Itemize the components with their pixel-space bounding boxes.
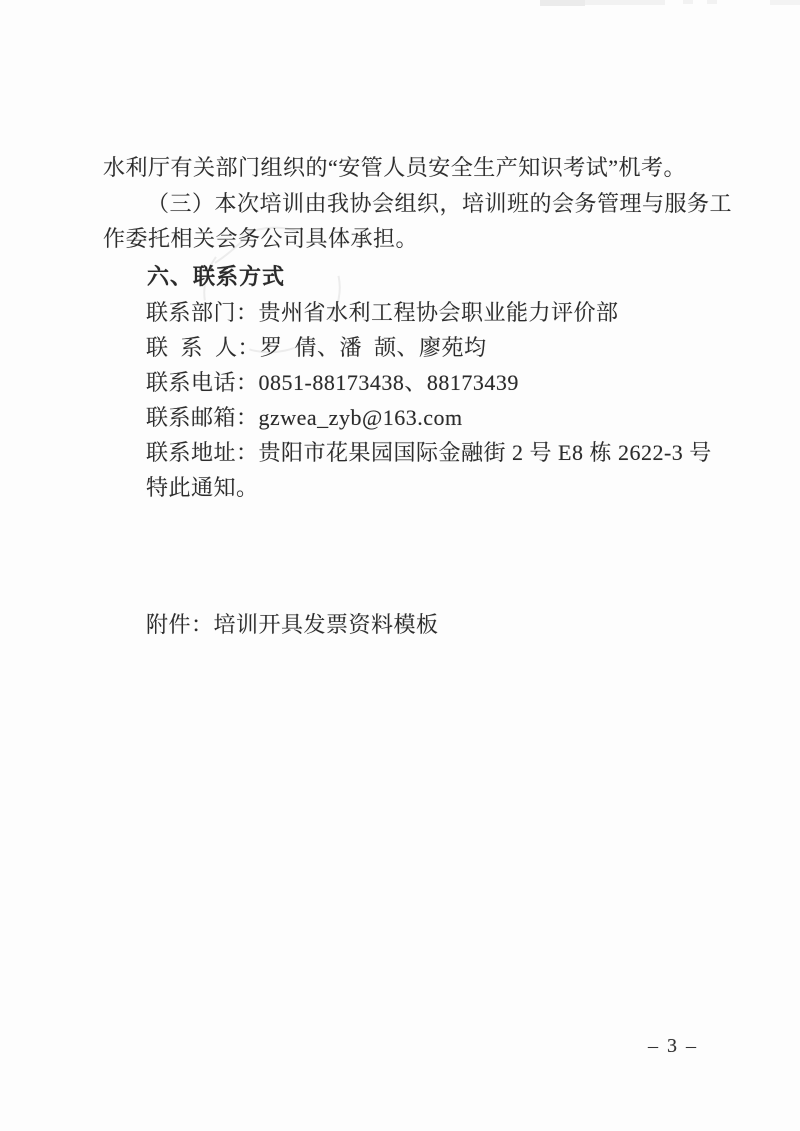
contact-address-line: 联系地址：贵阳市花果园国际金融街 2 号 E8 栋 2622-3 号	[146, 440, 712, 465]
contact-email-line: 联系邮箱：gzwea_zyb@163.com	[146, 405, 463, 430]
contact-person-line: 联 系 人：罗 倩、潘 颉、廖苑均	[146, 335, 487, 360]
scan-smudge-artifact	[707, 0, 717, 4]
closing-line: 特此通知。	[146, 475, 259, 500]
contact-section-heading: 六、联系方式	[147, 264, 286, 289]
continued-paragraph-line: 水利厅有关部门组织的“安管人员安全生产知识考试”机考。	[103, 155, 687, 180]
contact-department-line: 联系部门：贵州省水利工程协会职业能力评价部	[146, 300, 619, 325]
scan-smudge-artifact	[683, 0, 693, 4]
scan-smudge-artifact	[540, 0, 585, 6]
scan-smudge-artifact	[770, 0, 800, 5]
contact-phone-line: 联系电话：0851-88173438、88173439	[146, 370, 519, 395]
page-number: – 3 –	[648, 1035, 698, 1057]
clause-three-line-2: 作委托相关会务公司具体承担。	[103, 226, 419, 251]
clause-three-line-1: （三）本次培训由我协会组织，培训班的会务管理与服务工	[147, 191, 733, 216]
scan-smudge-artifact	[585, 0, 665, 5]
attachment-line: 附件：培训开具发票资料模板	[146, 612, 439, 637]
